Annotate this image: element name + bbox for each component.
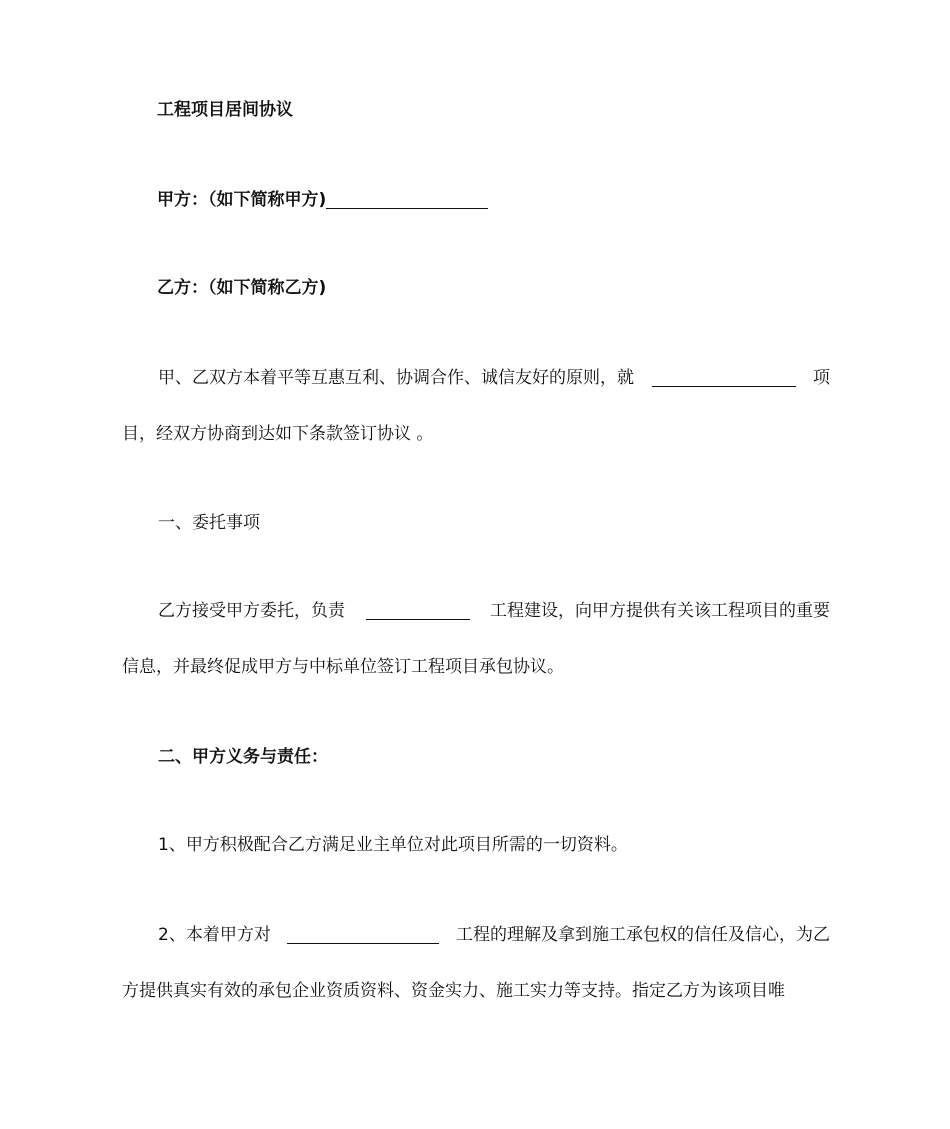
party-a-blank	[326, 190, 488, 209]
project-name-blank	[652, 368, 796, 387]
section1-paragraph-line2: 信息，并最终促成甲方与中标单位签订工程项目承包协议。	[122, 657, 564, 677]
intro-text-1: 甲、乙双方本着平等互惠互利、协调合作、诚信友好的原则，就	[158, 368, 634, 388]
party-a-line	[157, 189, 867, 211]
section2-heading: 二、甲方义务与责任：	[158, 747, 328, 767]
section2-item1: 1、甲方积极配合乙方满足业主单位对此项目所需的一切资料。	[158, 835, 628, 855]
party-a-label: 甲方：（如下简称甲方)	[157, 190, 327, 210]
engineering-name-blank	[287, 925, 439, 944]
work-name-blank	[366, 601, 470, 620]
document-title: 工程项目居间协议	[157, 100, 293, 120]
section2-item2-line1	[122, 924, 830, 946]
section1-text-1: 乙方接受甲方委托，负责	[158, 601, 345, 621]
intro-paragraph-line1	[122, 367, 830, 389]
section1-heading: 一、委托事项	[158, 513, 260, 533]
intro-text-2: 项	[813, 368, 830, 388]
intro-paragraph-line2: 目，经双方协商到达如下条款签订协议 。	[122, 424, 434, 444]
section2-item2-text-2: 工程的理解及拿到施工承包权的信任及信心，为乙	[455, 925, 830, 945]
party-b-line: 乙方：（如下简称乙方)	[157, 278, 327, 298]
section1-paragraph-line1	[122, 600, 830, 622]
section1-text-2: 工程建设，向甲方提供有关该工程项目的重要	[490, 601, 830, 621]
section2-item2-line2: 方提供真实有效的承包企业资质资料、资金实力、施工实力等支持。指定乙方为该项目唯	[122, 981, 785, 1001]
section2-item2-text-1: 2、本着甲方对	[158, 925, 271, 945]
